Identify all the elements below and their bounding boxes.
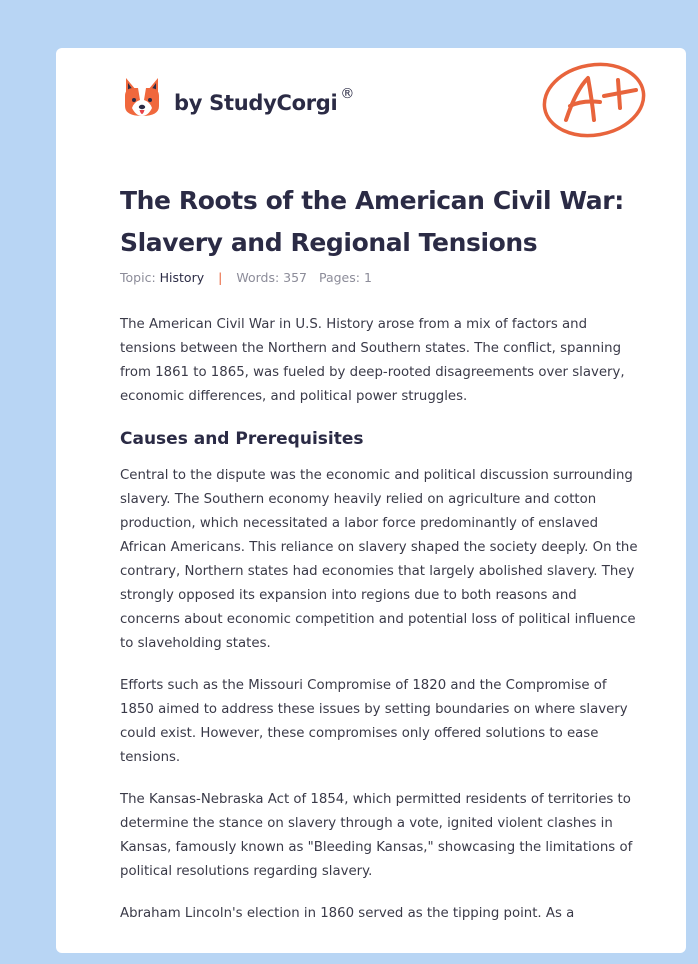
body-paragraph: Efforts such as the Missouri Compromise of 1820 and the Compromise of 1850 aimed to address these issues by setting boundaries on where slavery could exist. However, these compromises only offered solutions to ease tensions. <box>120 678 628 765</box>
document-title: The Roots of the American Civil War: Slavery and Regional Tensions <box>120 186 624 257</box>
trademark-symbol: ® <box>340 85 355 102</box>
document-page <box>56 48 686 953</box>
word-count: Words: 357 <box>236 270 307 285</box>
corgi-logo-icon <box>122 76 162 120</box>
topic-link[interactable]: History <box>159 270 205 285</box>
brand-name: by StudyCorgi ® <box>174 85 355 115</box>
document-body <box>120 313 640 944</box>
page-count: Pages: 1 <box>318 270 372 285</box>
meta-separator: | <box>218 270 223 285</box>
brand-header[interactable] <box>122 76 354 120</box>
body-paragraph: The Kansas-Nebraska Act of 1854, which permitted residents of territories to determine the stance on slavery through a vote, ignited violent clashes in Kansas, famously known as "Bleeding Kansas," showcasing the limitations of political resolutions regarding slavery. <box>120 792 633 879</box>
document-meta <box>120 270 372 285</box>
intro-paragraph: The American Civil War in U.S. History arose from a mix of factors and tensions between the Northern and Southern states. The conflict, spanning from 1861 to 1865, was fueled by deep-rooted disagreements over slavery, economic differences, and political power struggles. <box>120 317 625 404</box>
body-paragraph: Central to the dispute was the economic and political discussion surrounding slavery. The Southern economy heavily relied on agriculture and cotton production, which necessitated a labor force predominantly of enslaved African Americans. This reliance on slavery shaped the society deeply. On the contrary, Northern states had economies that largely abolished slavery. They strongly opposed its expansion into regions due to both reasons and concerns about economic competition and potential loss of political influence to slaveholding states. <box>120 468 638 651</box>
a-plus-grade-icon <box>538 60 648 140</box>
topic-label: Topic: <box>120 270 156 285</box>
section-heading: Causes and Prerequisites <box>120 429 364 449</box>
body-paragraph: Abraham Lincoln's election in 1860 served as the tipping point. As a <box>120 906 575 921</box>
